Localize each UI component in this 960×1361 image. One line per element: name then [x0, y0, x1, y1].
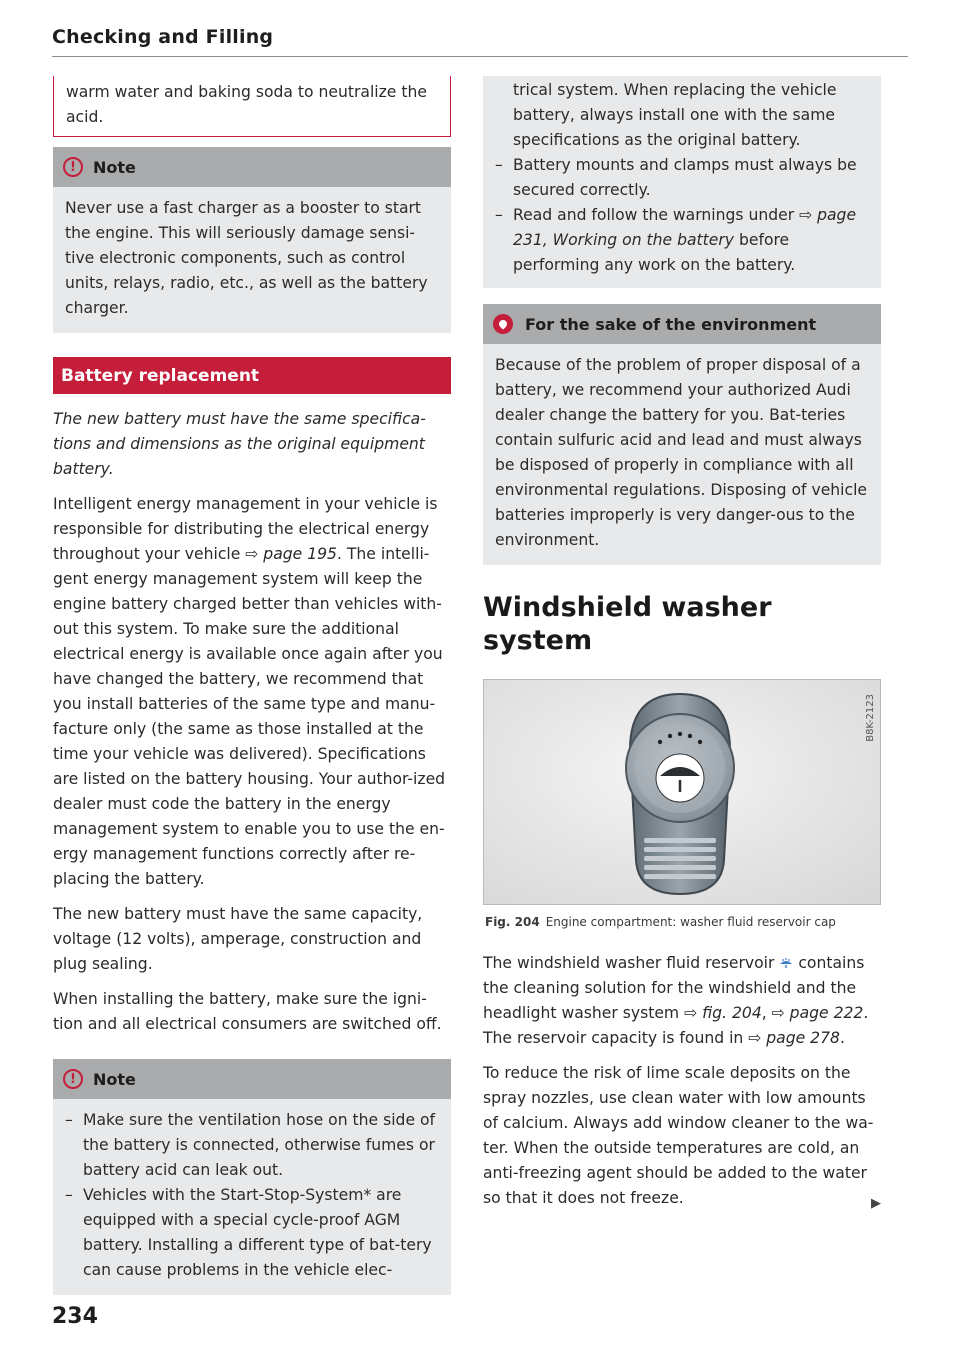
page-278-link[interactable]: ⇨ page 278 [748, 1029, 840, 1047]
note-list-item: – Battery mounts and clamps must always be secured correctly. [495, 153, 869, 203]
section-title-battery-replacement: Battery replacement [53, 357, 451, 394]
para-text: . The intelli-gent energy management system will keep the engine battery charged better than vehicles with-out this system. To make sure the additional electrical energy is available once again after you have changed the battery, we recommend that you install batteries of the same type and manu-facture only (the same as those installed at the time your vehicle was delivered). Specifications are listed on the battery housing. Your author-ized dealer must code the battery in the energy management system to enable you to use the en-ergy management functions correctly after re-placing the battery. [53, 545, 446, 888]
left-column [53, 76, 451, 1295]
para-text: , [761, 1004, 772, 1022]
environment-label: For the sake of the environment [525, 314, 817, 334]
energy-management-paragraph [53, 492, 451, 892]
note-list [495, 153, 869, 278]
page-number: 234 [52, 1304, 98, 1329]
environment-body: Because of the problem of proper disposal of a battery, we recommend your authorized Audi dealer change the battery for you. Bat-teries contain sulfuric acid and lead and must always be disposed of properly in compliance with all environmental regulations. Disposing of vehicle batteries improperly is very danger-ous to the environment. [495, 356, 868, 549]
page-222-link[interactable]: ⇨ page 222 [771, 1004, 864, 1022]
environment-icon [493, 314, 513, 334]
note-continuation-text: trical system. When replacing the vehicle battery, always install one with the same specifications as the original battery. [513, 81, 837, 149]
para-text: . The reservoir capacity is found in [483, 1004, 869, 1047]
item-text: before performing any work on the battery. [513, 231, 796, 274]
right-column [483, 76, 881, 1221]
fig-204-link[interactable]: ⇨ fig. 204 [684, 1004, 762, 1022]
note-body: Never use a fast charger as a booster to start the engine. This will seriously damage sensi-tive electronic components, such as control units, relays, radio, etc., as well as the battery charger. [65, 199, 428, 317]
para-text: contains the cleaning solution for the windshield and the headlight washer system [483, 954, 865, 1022]
page-231-link[interactable]: ⇨ page 231, Working on the battery [513, 206, 857, 249]
section-heading-windshield-washer: Windshield washer system [483, 592, 772, 656]
intro-paragraph: The new battery must have the same specifica-tions and dimensions as the original equipment battery. [53, 410, 426, 478]
washer-cap-illustration [484, 680, 881, 905]
figure-code: B8K-2123 [865, 694, 876, 742]
note-box-fast-charger [53, 147, 451, 333]
washer-reservoir-paragraph [483, 951, 881, 1051]
para-text: . [839, 1029, 845, 1047]
para-text: The windshield washer fluid reservoir [483, 954, 780, 972]
battery-spec-paragraph: The new battery must have the same capacity, voltage (12 volts), amperage, construction and plug sealing. [53, 905, 423, 973]
note-list-item: – Make sure the ventilation hose on the side of the battery is connected, otherwise fumes or battery acid can leak out. [65, 1108, 439, 1183]
header-rule [52, 56, 908, 57]
warning-box-continuation: warm water and baking soda to neutralize the acid. [53, 76, 451, 137]
exclamation-circle-icon: ! [63, 1069, 83, 1089]
item-text: Read and follow the warnings under [513, 206, 800, 224]
figure-caption [485, 915, 881, 929]
para-text: Intelligent energy management in your vehicle is responsible for distributing the electrical energy throughout your vehicle [53, 495, 438, 563]
note-box-continuation [483, 76, 881, 288]
environment-box [483, 304, 881, 565]
note-list [53, 1099, 451, 1295]
page-195-link[interactable]: ⇨ page 195 [245, 545, 337, 563]
lime-scale-paragraph [483, 1061, 881, 1211]
installation-paragraph: When installing the battery, make sure the igni-tion and all electrical consumers are switched off. [53, 990, 442, 1033]
running-header: Checking and Filling [52, 26, 274, 48]
figure-washer-reservoir-cap [483, 679, 881, 905]
figure-caption-text: Engine compartment: washer fluid reservoir cap [545, 915, 836, 929]
note-header [53, 147, 451, 187]
note-list-item: – Vehicles with the Start-Stop-System* are equipped with a special cycle-proof AGM battery. Installing a different type of bat-tery can cause problems in the vehicle elec- [65, 1183, 439, 1283]
continue-arrow-icon: ▶ [871, 1196, 881, 1211]
para-text: To reduce the risk of lime scale deposits on the spray nozzles, use clean water with low amounts of calcium. Always add window cleaner to the wa-ter. When the outside temperatures are cold, an anti-freezing agent should be added to the water so that it does not freeze. [483, 1064, 874, 1207]
figure-number: Fig. 204 [485, 915, 540, 929]
note-header [53, 1059, 451, 1099]
exclamation-circle-icon: ! [63, 157, 83, 177]
note-label: Note [93, 1069, 136, 1089]
note-box-ventilation [53, 1059, 451, 1295]
washer-fluid-icon [779, 957, 793, 969]
note-label: Note [93, 157, 136, 177]
environment-header [483, 304, 881, 344]
note-list-item [495, 203, 869, 278]
